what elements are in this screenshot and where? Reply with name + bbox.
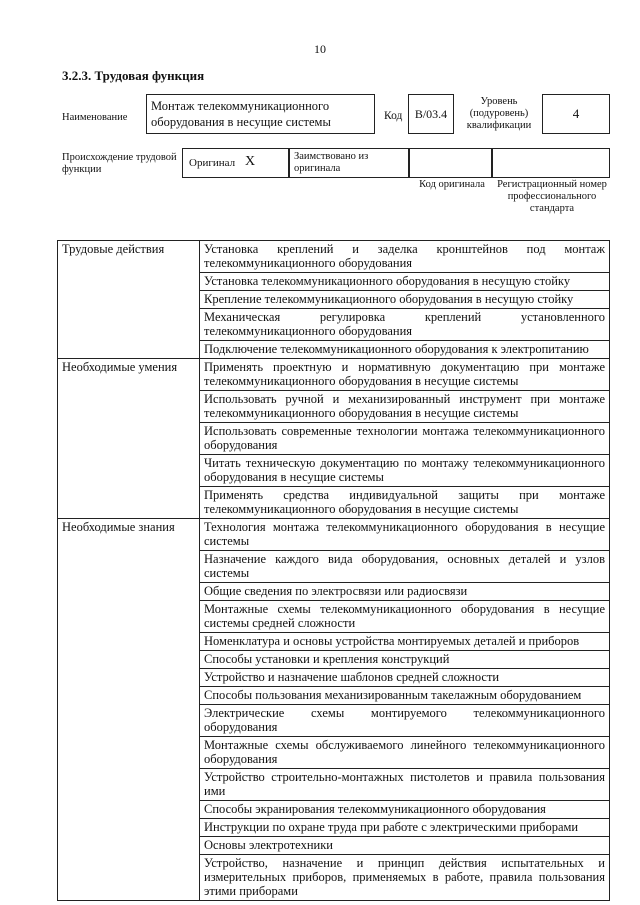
item-cell: Монтажные схемы телекоммуникационного оборудования в несущие системы средней сложности <box>200 601 610 633</box>
item-cell: Использовать ручной и механизированный инструмент при монтаже телекоммуникационного оборудования в несущие системы <box>200 391 610 423</box>
item-cell: Крепление телекоммуникационного оборудования в несущую стойку <box>200 291 610 309</box>
item-cell: Читать техническую документацию по монтажу телекоммуникационного оборудования в несущие системы <box>200 455 610 487</box>
item-cell: Инструкции по охране труда при работе с электрическими приборами <box>200 819 610 837</box>
category-cell: Трудовые действия <box>58 241 200 359</box>
original-code-box <box>409 148 492 178</box>
item-cell: Установка креплений и заделка кронштейнов под монтаж телекоммуникационного оборудования <box>200 241 610 273</box>
item-cell: Подключение телекоммуникационного оборудования к электропитанию <box>200 341 610 359</box>
borrowed-box <box>289 148 409 178</box>
item-cell: Электрические схемы монтируемого телекоммуникационного оборудования <box>200 705 610 737</box>
item-cell: Устройство строительно-монтажных пистолетов и правила пользования ими <box>200 769 610 801</box>
item-cell: Установка телекоммуникационного оборудования в несущую стойку <box>200 273 610 291</box>
section-title: 3.2.3. Трудовая функция <box>62 68 205 83</box>
item-cell: Применять проектную и нормативную документацию при монтаже телекоммуникационного оборудования в несущие системы <box>200 359 610 391</box>
level-value: 4 <box>542 94 610 134</box>
item-cell: Способы пользования механизированным такелажным оборудованием <box>200 687 610 705</box>
table-row <box>58 519 610 551</box>
item-cell: Механическая регулировка креплений установленного телекоммуникационного оборудования <box>200 309 610 341</box>
item-cell: Устройство, назначение и принцип действия испытательных и измерительных приборов, применяемых в работе, правила пользования этими приборами <box>200 855 610 901</box>
item-cell: Использовать современные технологии монтажа телекоммуникационного оборудования <box>200 423 610 455</box>
reg-number-caption: Регистрационный номер профессионального стандарта <box>497 179 607 214</box>
category-cell: Необходимые умения <box>58 359 200 519</box>
item-cell: Технология монтажа телекоммуникационного оборудования в несущие системы <box>200 519 610 551</box>
item-cell: Общие сведения по электросвязи или радиосвязи <box>200 583 610 601</box>
item-cell: Номенклатура и основы устройства монтируемых деталей и приборов <box>200 633 610 651</box>
page-number: 10 <box>314 42 326 56</box>
item-cell: Монтажные схемы обслуживаемого линейного телекоммуникационного оборудования <box>200 737 610 769</box>
origin-label: Происхождение трудовой функции <box>62 152 177 175</box>
table-row <box>58 241 610 273</box>
borrowed-label: Заимствовано из оригинала <box>294 151 369 174</box>
labor-function-table <box>57 240 610 901</box>
item-cell: Способы установки и крепления конструкций <box>200 651 610 669</box>
item-cell: Способы экранирования телекоммуникационного оборудования <box>200 801 610 819</box>
original-mark: X <box>245 154 256 169</box>
item-cell: Применять средства индивидуальной защиты при монтаже телекоммуникационного оборудования в несущие системы <box>200 487 610 519</box>
item-cell: Назначение каждого вида оборудования, основных деталей и узлов системы <box>200 551 610 583</box>
name-label: Наименование <box>62 112 128 123</box>
code-label: Код <box>384 110 403 122</box>
table-row <box>58 359 610 391</box>
code-value: B/03.4 <box>408 94 454 134</box>
function-name: Монтаж телекоммуникационного оборудования в несущие системы <box>146 94 375 134</box>
original-code-caption: Код оригинала <box>419 179 485 190</box>
item-cell: Основы электротехники <box>200 837 610 855</box>
level-label: Уровень (подуровень) квалификации <box>466 96 532 131</box>
original-box <box>182 148 289 178</box>
item-cell: Устройство и назначение шаблонов средней сложности <box>200 669 610 687</box>
original-label: Оригинал <box>189 157 236 169</box>
reg-number-box <box>492 148 610 178</box>
category-cell: Необходимые знания <box>58 519 200 901</box>
